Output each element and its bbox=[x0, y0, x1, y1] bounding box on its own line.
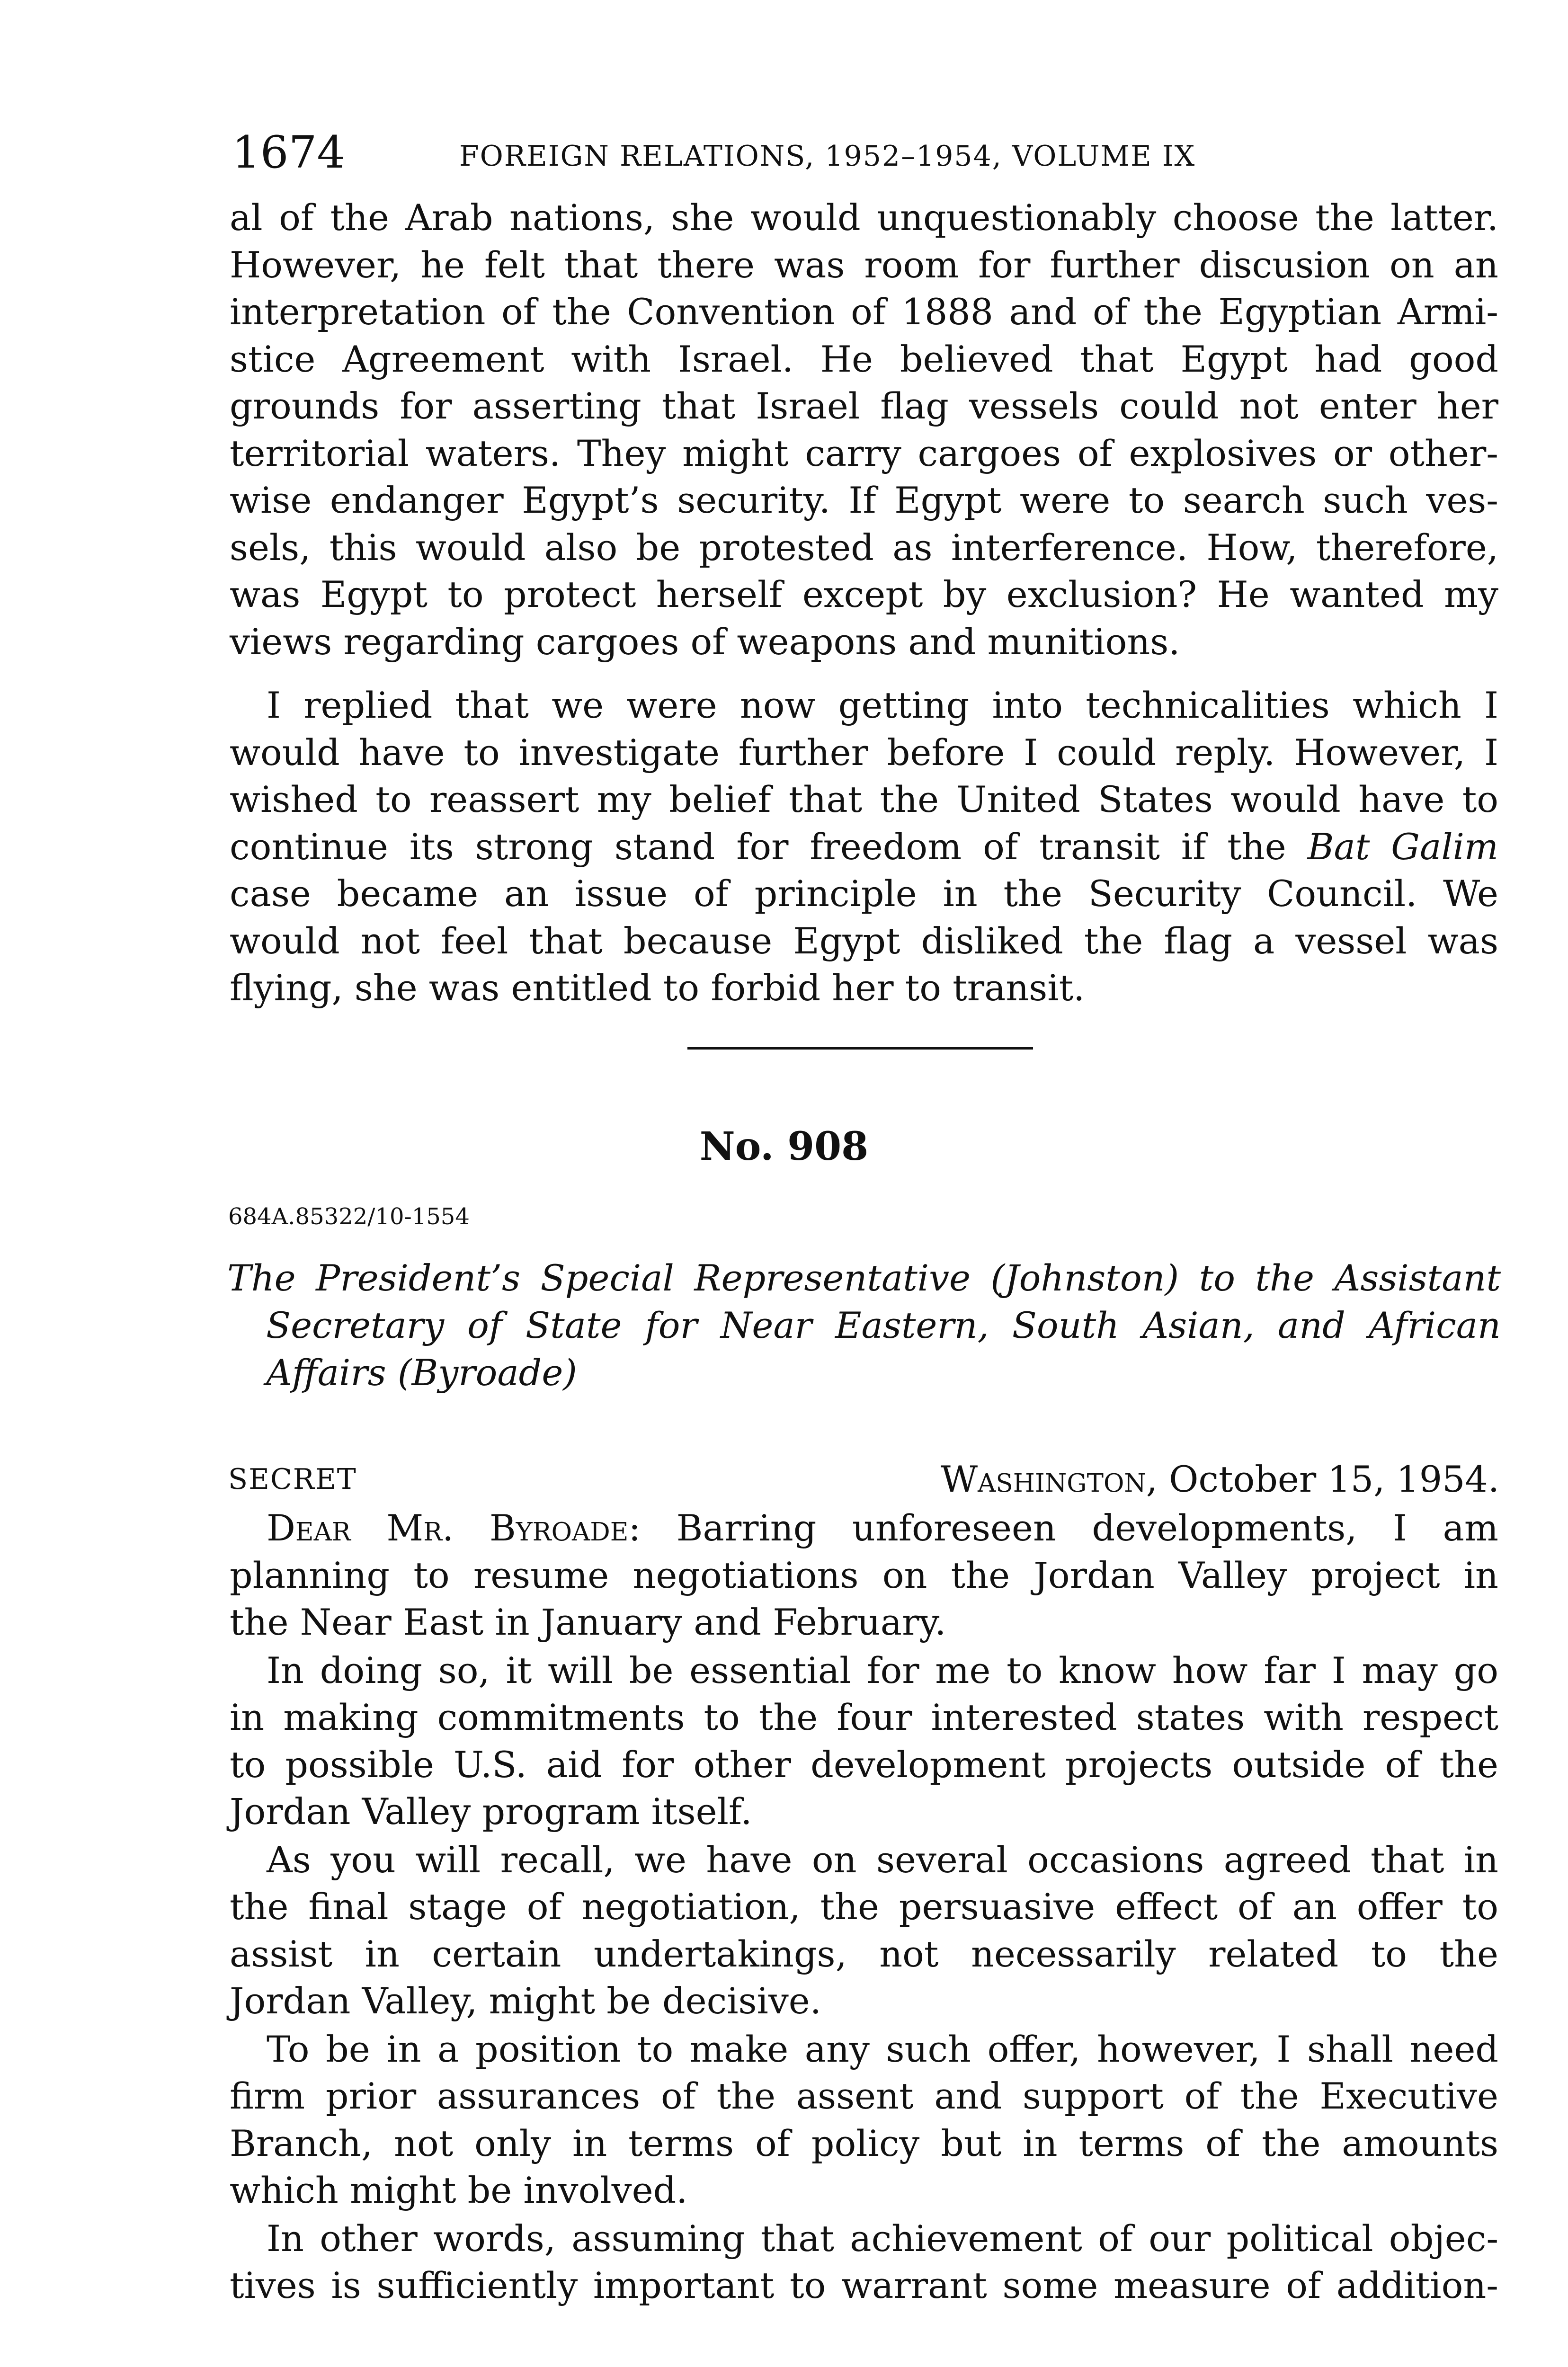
text-line: I replied that we were now getting into technicalities which I bbox=[267, 684, 1498, 726]
text-line: Jordan Valley program itself. bbox=[230, 1790, 752, 1833]
title-line: Secretary of State for Near Eastern, South Asian, and African bbox=[266, 1304, 1501, 1346]
text-line: assist in certain undertakings, not necessarily related to the bbox=[230, 1932, 1498, 1975]
text-line: To be in a position to make any such offer, however, I shall need bbox=[267, 2028, 1498, 2070]
paragraph bbox=[230, 2026, 1498, 2214]
text-line: case became an issue of principle in the Security Council. We bbox=[230, 872, 1498, 915]
text-line: to possible U.S. aid for other development projects outside of the bbox=[230, 1743, 1498, 1786]
place: Washington, bbox=[941, 1458, 1158, 1500]
text-line: sels, this would also be protested as interference. How, therefore, bbox=[230, 526, 1498, 569]
date: October 15, 1954. bbox=[1157, 1458, 1499, 1500]
letter-body bbox=[230, 1504, 1498, 2309]
text-line: al of the Arab nations, she would unquestionably choose the latter. bbox=[230, 196, 1498, 239]
text-line: wished to reassert my belief that the United States would have to bbox=[230, 778, 1498, 820]
text-line bbox=[230, 823, 1498, 871]
text-line: which might be involved. bbox=[230, 2169, 688, 2211]
text-line: the final stage of negotiation, the persuasive effect of an offer to bbox=[230, 1886, 1498, 1928]
text-line: in making commitments to the four interested states with respect bbox=[230, 1696, 1498, 1738]
text-line: would not feel that because Egypt disliked the flag a vessel was bbox=[230, 919, 1498, 962]
ship-name: Bat Galim bbox=[1307, 825, 1499, 868]
running-head: FOREIGN RELATIONS, 1952–1954, VOLUME IX bbox=[459, 140, 1196, 173]
document-title bbox=[227, 1255, 1501, 1397]
page-number: 1674 bbox=[232, 127, 346, 178]
text-line-part: continue its strong stand for freedom of transit if the bbox=[230, 825, 1308, 868]
document-number: No. 908 bbox=[699, 1124, 869, 1169]
text-line: views regarding cargoes of weapons and munitions. bbox=[230, 620, 1180, 663]
text-line: was Egypt to protect herself except by exclusion? He wanted my bbox=[230, 573, 1498, 615]
text-line: However, he felt that there was room for further discusion on an bbox=[230, 243, 1498, 286]
text-line: flying, she was entitled to forbid her to transit. bbox=[230, 967, 1085, 1009]
section-divider bbox=[687, 1047, 1033, 1050]
text-line: planning to resume negotiations on the Jordan Valley project in bbox=[230, 1554, 1498, 1596]
salutation: Dear Mr. Byroade: bbox=[267, 1507, 641, 1549]
paragraph bbox=[230, 194, 1498, 665]
continued-text bbox=[230, 194, 1498, 665]
text-line: would have to investigate further before I could reply. However, I bbox=[230, 731, 1498, 774]
text-line: wise endanger Egypt’s security. If Egypt were to search such ves- bbox=[230, 479, 1498, 521]
paragraph bbox=[230, 1504, 1498, 1646]
text-line bbox=[230, 1504, 1498, 1552]
title-line: Affairs (Byroade) bbox=[266, 1352, 577, 1394]
place-date bbox=[941, 1456, 1499, 1503]
text-line: In doing so, it will be essential for me to know how far I may go bbox=[267, 1649, 1498, 1691]
paragraph bbox=[230, 2215, 1498, 2309]
classification: SECRET bbox=[228, 1463, 357, 1496]
paragraph bbox=[230, 682, 1498, 1012]
text-line: stice Agreement with Israel. He believed that Egypt had good bbox=[230, 338, 1498, 380]
text-line: Branch, not only in terms of policy but in terms of the amounts bbox=[230, 2122, 1498, 2164]
text-line: tives is sufficiently important to warrant some measure of addition- bbox=[230, 2264, 1498, 2306]
text-line: territorial waters. They might carry cargoes of explosives or other- bbox=[230, 432, 1498, 474]
text-line: interpretation of the Convention of 1888 and of the Egyptian Armi- bbox=[230, 291, 1498, 333]
text-line: Jordan Valley, might be decisive. bbox=[230, 1980, 821, 2022]
text-line: In other words, assuming that achievement of our political objec- bbox=[267, 2217, 1498, 2260]
file-reference: 684A.85322/10-1554 bbox=[228, 1203, 470, 1230]
continued-text-2 bbox=[230, 682, 1498, 1012]
page-header bbox=[232, 127, 1368, 179]
text-line: grounds for asserting that Israel flag vessels could not enter her bbox=[230, 385, 1498, 427]
paragraph bbox=[230, 1647, 1498, 1835]
text-line: firm prior assurances of the assent and support of the Executive bbox=[230, 2075, 1498, 2117]
text-line: As you will recall, we have on several occasions agreed that in bbox=[267, 1838, 1498, 1881]
text-line-part: Barring unforeseen developments, I am bbox=[641, 1507, 1498, 1549]
title-line: The President’s Special Representative (Johnston) to the Assistant bbox=[227, 1257, 1501, 1299]
text-line: the Near East in January and February. bbox=[230, 1601, 946, 1643]
paragraph bbox=[230, 1836, 1498, 2025]
